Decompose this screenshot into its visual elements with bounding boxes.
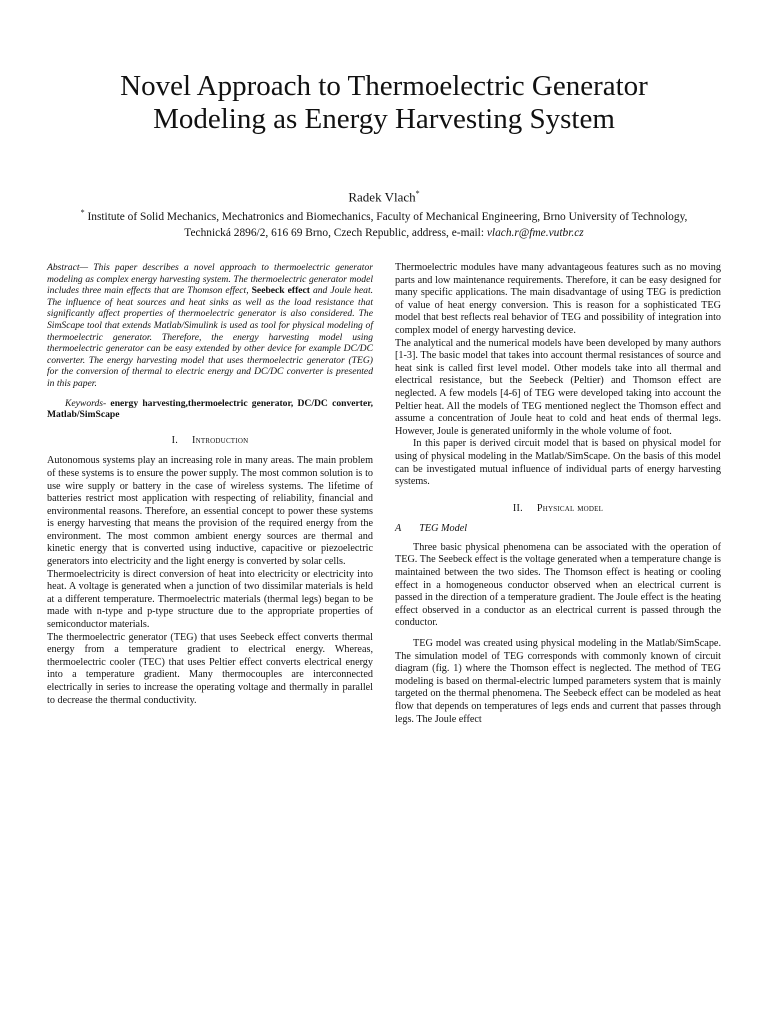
section-title: Introduction: [191, 434, 249, 446]
title-line-2: Modeling as Energy Harvesting System: [153, 103, 615, 135]
affiliation-text: Institute of Solid Mechanics, Mechatronics and Biomechanics, Faculty of Mechanical Engineering, Brno University of Technology, Technická 2896/2, 616 69 Brno, Czech Republic, address, e-mail:: [87, 210, 688, 239]
body-paragraph-3: In this paper is derived circuit model that is based on physical model for using of physical modeling in the Matlab/SimScape. On the basis of this model can be investigated mutual influence of individual parts of energy harvesting systems.: [395, 438, 721, 488]
left-column: [47, 262, 373, 707]
paper-title: [40, 70, 728, 136]
abstract-part-2: and Joule heat. The influence of heat sources and heat sinks as well as the load resistance that significantly affect properties of thermoelectric generator is also considered. The SimScape tool that extends Matlab/Simulink is used as tool for physical modeling of thermoelectric generator. Therefore, the energy harvesting model using thermoelectric generator can be easy extended by other device for example DC/DC converter. The energy harvesting model that uses thermoelectric generator (TEG) for the conversion of thermal to electric energy and DC/DC converter is presented in this paper.: [47, 285, 374, 389]
affiliation-mark: *: [80, 208, 85, 217]
section-number: I.: [171, 434, 178, 446]
section-heading-introduction: [47, 435, 373, 448]
body-paragraph-2: The analytical and the numerical models have been developed by many authors [1-3]. The basic model that takes into account thermal resistances of source and heat sink is called first level model. Other models take into all thermal and electrical resistance, but the Seebeck (Peltier) and Thomson effect are neglected. A few models [4-6] of TEG were developed taking into account the Peltier heat. All the models of TEG mentioned neglect the Thomson effect and assume a concentration of Joule heat to cold and heat ends of thermal legs. However, Joule is generated uniformly in the whole volume of foot.: [395, 337, 721, 437]
keywords-label: Keywords-: [65, 397, 107, 409]
abstract-bold-term: Seebeck effect: [251, 285, 310, 297]
subsection-heading-teg-model: [395, 523, 721, 536]
subsection-letter: A: [395, 523, 402, 535]
section-number: II.: [512, 502, 523, 514]
abstract: [47, 262, 373, 390]
section-heading-physical-model: [395, 503, 721, 516]
author-name: Radek Vlach: [348, 189, 416, 205]
intro-paragraph-3: The thermoelectric generator (TEG) that uses Seebeck effect converts thermal energy from a temperature gradient to electrical energy. Whereas, thermoelectric cooler (TEC) that uses Peltier effect converts electrical energy into a temperature gradient. Many thermocouples are interconnected electrically in series to increase the operating voltage and thermally in parallel to decrease the thermal conductivity.: [47, 631, 373, 706]
author-mark: *: [415, 189, 420, 198]
section-title: Physical model: [536, 502, 604, 514]
affiliation: [60, 205, 708, 241]
intro-paragraph-1: Autonomous systems play an increasing role in many areas. The main problem of these systems is to ensure the power supply. The most common solution is to use wire supply or battery in the case of wireless systems. The lifetime of batteries restrict most application with respecting of reliability, financial and environmental reasons. Therefore, an essential concept to power these systems is energy harvesting that means the provision of the required energy from the environment. The most common ambient energy sources are thermal and kinetic energy that is converted using inductive, capacitive or piezoelectric generators into electricity and the light energy is converted by solar cells.: [47, 455, 373, 568]
keywords: [47, 398, 373, 421]
affiliation-email: vlach.r@fme.vutbr.cz: [486, 226, 584, 239]
title-line-1: Novel Approach to Thermoelectric Generator: [120, 70, 648, 102]
subsection-title: TEG Model: [419, 523, 468, 535]
intro-paragraph-2: Thermoelectricity is direct conversion of heat into electricity or electricity into heat. A voltage is generated when a junction of two dissimilar materials is held at a different temperature. Thermoelectric materials (thermal legs) began to be made with n-type and p-type structure due to the appropriate properties of semiconductor materials.: [47, 568, 373, 631]
body-paragraph-4: Three basic physical phenomena can be associated with the operation of TEG. The Seebeck effect is the voltage generated when a temperature change is maintained between the two sides. The Thomson effect is heating or cooling effect in a homogeneous conductor observed when an electrical current is passed in the direction of a temperature gradient. The Joule effect is the heating effect observed in a conductor as an electrical current is passed through the conductor.: [395, 541, 721, 629]
abstract-part-1: Abstract— This paper describes a novel approach to thermoelectric generator modeling as complex energy harvesting system. The thermoelectric generator model includes three main effects that are Thomson effect,: [47, 262, 373, 297]
body-paragraph-5: TEG model was created using physical modeling in the Matlab/SimScape. The simulation model of TEG corresponds with commonly known of circuit diagram (fig. 1) where the Thomson effect is neglected. The method of TEG modeling is based on thermal-electric lumped parameters system that is mainly targeted on the thermal phenomena. The Seebeck effect can be modeled as heat flow that depends on temperatures of legs ends and current that passes through legs. The Joule effect: [395, 638, 721, 725]
body-paragraph-1: Thermoelectric modules have many advantageous features such as no moving parts and low maintenance requirements. Therefore, it can be easy designed for many specific applications. The main disadvantage of using TEG is prediction of value of heat energy conversion. This is reason for a sophisticated TEG model that best reflects real behavior of TEG and possibility of integration into complex model of energy harvesting device.: [395, 262, 721, 336]
keywords-value: energy harvesting,thermoelectric generator, DC/DC converter, Matlab/SimScape: [47, 397, 373, 421]
author-line: [40, 186, 728, 204]
right-column: [395, 262, 721, 726]
